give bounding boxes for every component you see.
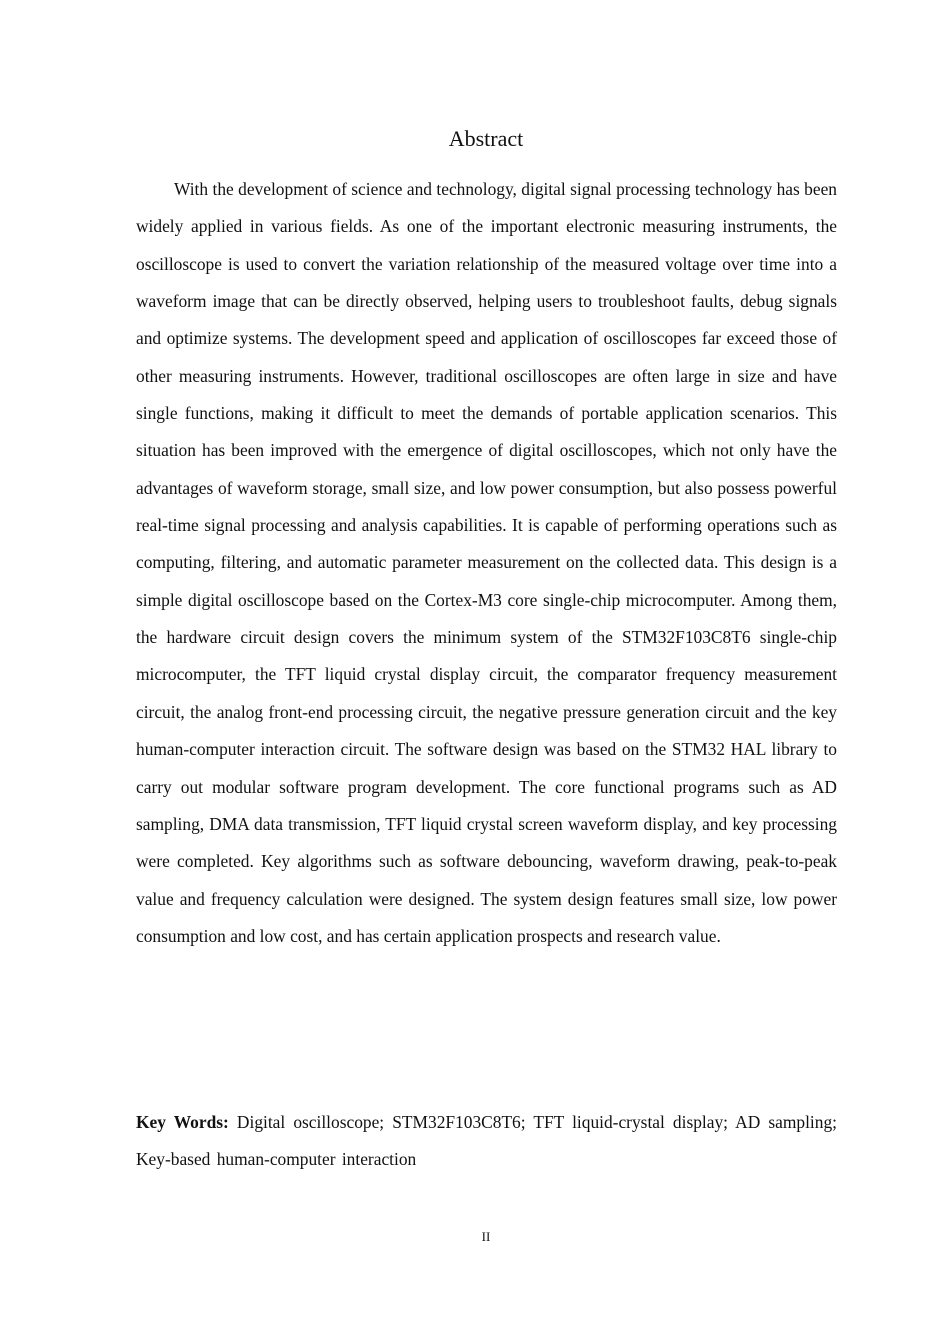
keywords-paragraph	[136, 1104, 837, 1179]
keywords-text: Digital oscilloscope; STM32F103C8T6; TFT liquid-crystal display; AD sampling; Key-based human-computer interaction	[136, 1112, 837, 1170]
page-number: II	[481, 1229, 491, 1244]
abstract-title: Abstract	[448, 126, 524, 151]
abstract-body: With the development of science and technology, digital signal processing technology has been widely applied in various fields. As one of the important electronic measuring instruments, the oscilloscope is used to convert the variation relationship of the measured voltage over time into a waveform image that can be directly observed, helping users to troubleshoot faults, debug signals and optimize systems. The development speed and application of oscilloscopes far exceed those of other measuring instruments. However, traditional oscilloscopes are often large in size and have single functions, making it difficult to meet the demands of portable application scenarios. This situation has been improved with the emergence of digital oscilloscopes, which not only have the advantages of waveform storage, small size, and low power consumption, but also possess powerful real-time signal processing and analysis capabilities. It is capable of performing operations such as computing, filtering, and automatic parameter measurement on the collected data. This design is a simple digital oscilloscope based on the Cortex-M3 core single-chip microcomputer. Among them, the hardware circuit design covers the minimum system of the STM32F103C8T6 single-chip microcomputer, the TFT liquid crystal display circuit, the comparator frequency measurement circuit, the analog front-end processing circuit, the negative pressure generation circuit and the key human-computer interaction circuit. The software design was based on the STM32 HAL library to carry out modular software program development. The core functional programs such as AD sampling, DMA data transmission, TFT liquid crystal screen waveform display, and key processing were completed. Key algorithms such as software debouncing, waveform drawing, peak-to-peak value and frequency calculation were designed. The system design features small size, low power consumption and low cost, and has certain application prospects and research value.	[136, 179, 837, 946]
keywords-label: Key Words:	[136, 1112, 229, 1132]
